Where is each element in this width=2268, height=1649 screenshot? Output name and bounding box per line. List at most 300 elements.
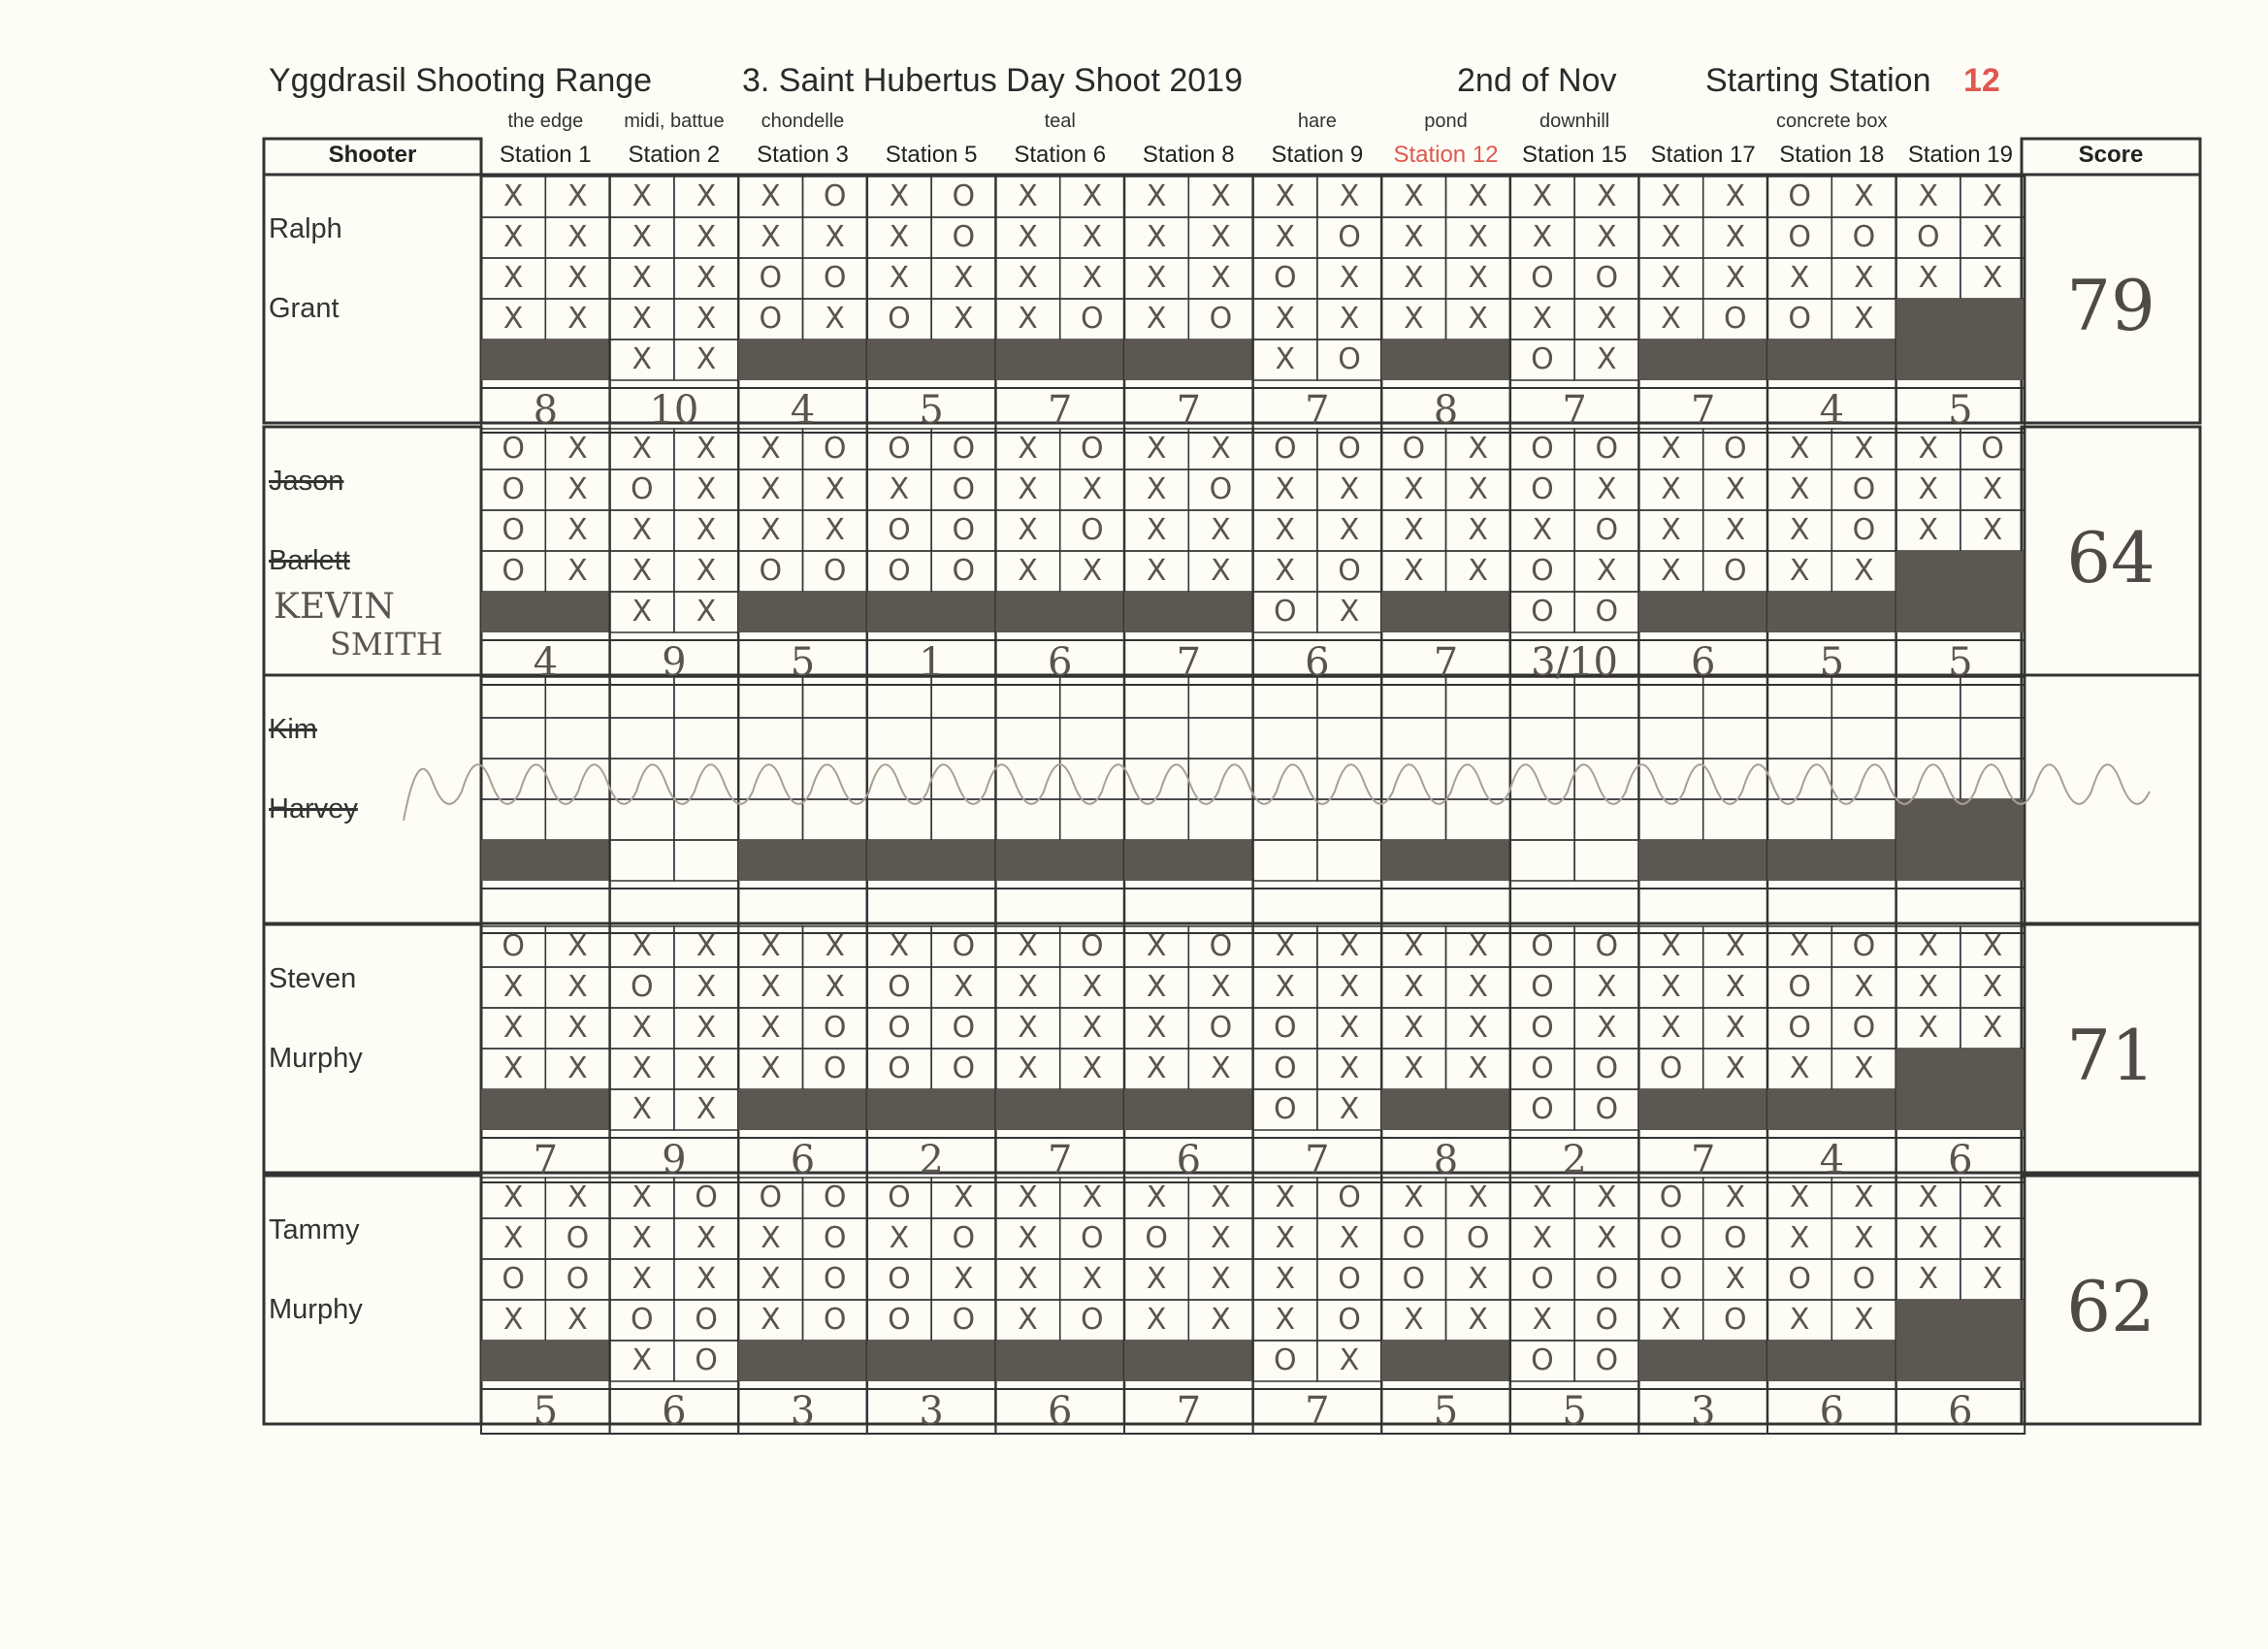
shot-mark-miss: O — [1209, 472, 1233, 506]
shot-mark-hit: X — [1854, 261, 1874, 295]
shaded-cell — [1381, 340, 1510, 380]
shot-mark-hit: X — [1854, 1221, 1874, 1255]
shot-cell — [1317, 840, 1381, 881]
station-header-1: Station 1 — [499, 142, 592, 168]
shot-mark-hit: X — [1146, 1180, 1167, 1214]
shot-mark-hit: X — [1661, 302, 1681, 336]
shot-cell — [803, 759, 867, 799]
shot-cell — [1124, 799, 1188, 840]
shot-mark-miss: O — [695, 1180, 718, 1214]
station-total: 7 — [1690, 388, 1716, 433]
shot-cell — [674, 840, 738, 881]
shot-mark-hit: X — [1789, 929, 1810, 963]
shaded-cell — [1381, 840, 1510, 881]
shot-mark-hit: X — [825, 929, 845, 963]
shot-mark-miss: O — [952, 554, 976, 588]
shot-mark-hit: X — [567, 1180, 588, 1214]
shot-cell — [1446, 718, 1510, 759]
shot-mark-miss: O — [823, 1180, 847, 1214]
shot-mark-hit: X — [1789, 1051, 1810, 1085]
shot-mark-hit: X — [953, 970, 974, 1004]
shot-cell — [1510, 799, 1574, 840]
station-header-4: Station 5 — [885, 142, 978, 168]
shot-mark-miss: O — [1595, 1092, 1619, 1126]
station-header-2: Station 2 — [628, 142, 721, 168]
shot-mark-hit: X — [1532, 179, 1553, 213]
shot-mark-miss: O — [1595, 929, 1619, 963]
shot-mark-hit: X — [1854, 970, 1874, 1004]
starting-station-label: Starting Station — [1705, 62, 1931, 99]
shot-mark-miss: O — [888, 432, 911, 466]
shot-mark-hit: X — [1018, 513, 1038, 547]
shot-mark-hit: X — [1082, 554, 1103, 588]
shot-mark-miss: O — [952, 472, 976, 506]
shot-mark-hit: X — [953, 1180, 974, 1214]
shaded-cell — [481, 840, 610, 881]
station-desc-5: teal — [1044, 111, 1076, 132]
station-total: 9 — [662, 640, 687, 685]
shot-mark-hit: X — [632, 261, 653, 295]
shot-mark-miss: O — [888, 1051, 911, 1085]
shot-mark-hit: X — [1789, 1180, 1810, 1214]
shot-mark-hit: X — [1146, 432, 1167, 466]
shot-cell — [1317, 718, 1381, 759]
shot-mark-hit: X — [567, 513, 588, 547]
shot-mark-miss: O — [1595, 1303, 1619, 1337]
shot-mark-miss: O — [1338, 1180, 1361, 1214]
shaded-cell — [995, 840, 1124, 881]
shot-mark-miss: O — [1531, 1051, 1554, 1085]
shot-mark-hit: X — [1404, 220, 1424, 254]
shot-mark-miss: O — [759, 302, 783, 336]
shaded-cell — [1767, 1341, 1896, 1381]
shot-mark-hit: X — [1468, 1011, 1488, 1045]
shot-mark-hit: X — [696, 179, 717, 213]
shot-cell — [1638, 718, 1702, 759]
shot-mark-hit: X — [825, 970, 845, 1004]
shot-mark-hit: X — [1725, 1011, 1746, 1045]
shaded-cell — [1638, 1089, 1767, 1130]
shot-cell — [803, 718, 867, 759]
shot-cell — [1060, 718, 1124, 759]
shot-mark-hit: X — [1211, 1303, 1231, 1337]
shooter-name-3-2: Harvey — [269, 793, 358, 824]
shot-mark-miss: O — [1338, 220, 1361, 254]
shot-mark-hit: X — [1596, 1221, 1617, 1255]
shaded-cell — [1767, 592, 1896, 632]
shot-mark-hit: X — [502, 179, 524, 213]
shot-mark-miss: O — [1081, 929, 1104, 963]
shot-cell — [995, 799, 1059, 840]
shot-mark-hit: X — [567, 1011, 588, 1045]
shot-mark-miss: O — [952, 220, 976, 254]
shot-mark-hit: X — [632, 929, 653, 963]
shot-mark-hit: X — [1725, 1051, 1746, 1085]
station-total: 3/10 — [1531, 640, 1618, 685]
shot-mark-hit: X — [1725, 929, 1746, 963]
shaded-cell — [1767, 840, 1896, 881]
shaded-cell — [1896, 840, 2025, 881]
station-total: 10 — [649, 388, 699, 433]
shot-mark-hit: X — [567, 432, 588, 466]
shot-mark-hit: X — [1661, 970, 1681, 1004]
shaded-cell — [1896, 1089, 2025, 1130]
shot-mark-hit: X — [1082, 472, 1103, 506]
shot-mark-miss: O — [1081, 302, 1104, 336]
shot-mark-hit: X — [632, 1180, 653, 1214]
shot-mark-hit: X — [1018, 179, 1038, 213]
shot-mark-hit: X — [1018, 1011, 1038, 1045]
shot-cell — [1767, 799, 1831, 840]
shot-mark-hit: X — [1082, 179, 1103, 213]
shot-mark-miss: O — [1659, 1262, 1683, 1296]
shot-mark-hit: X — [632, 1262, 653, 1296]
shot-mark-hit: X — [1725, 513, 1746, 547]
shot-mark-hit: X — [761, 929, 781, 963]
shot-mark-hit: X — [1211, 554, 1231, 588]
shot-mark-hit: X — [1339, 970, 1360, 1004]
shot-mark-miss: O — [1531, 261, 1554, 295]
shot-mark-miss: O — [1788, 220, 1811, 254]
shot-mark-hit: X — [567, 554, 588, 588]
shot-mark-miss: O — [502, 432, 525, 466]
shot-mark-miss: O — [1338, 342, 1361, 376]
shooter-name-2-1: Jason — [269, 466, 344, 497]
shot-mark-hit: X — [696, 432, 717, 466]
shot-cell — [1767, 718, 1831, 759]
shot-mark-hit: X — [1982, 220, 2003, 254]
shooter-name-2-2: Barlett — [269, 545, 350, 576]
shaded-cell — [738, 340, 867, 380]
shot-mark-hit: X — [1918, 432, 1939, 466]
shaded-cell — [1896, 551, 2025, 592]
shot-mark-miss: O — [1852, 513, 1876, 547]
shot-cell — [1188, 799, 1252, 840]
station-total: 6 — [1819, 1389, 1845, 1434]
shot-mark-hit: X — [567, 472, 588, 506]
shot-mark-hit: X — [1146, 179, 1167, 213]
shot-mark-hit: X — [1789, 1221, 1810, 1255]
shot-mark-miss: O — [952, 513, 976, 547]
shot-mark-hit: X — [1018, 1051, 1038, 1085]
score-column-header: Score — [2078, 142, 2144, 168]
shot-mark-miss: O — [1724, 432, 1747, 466]
shot-mark-miss: O — [952, 1051, 976, 1085]
shot-mark-hit: X — [1918, 970, 1939, 1004]
shot-mark-miss: O — [566, 1221, 590, 1255]
shot-mark-miss: O — [1209, 929, 1233, 963]
shaded-cell — [867, 1341, 996, 1381]
shot-mark-hit: X — [1018, 220, 1038, 254]
shot-mark-miss: O — [1595, 1262, 1619, 1296]
shot-mark-miss: O — [1724, 1303, 1747, 1337]
starting-station-value: 12 — [1963, 62, 2000, 99]
shot-mark-hit: X — [1982, 1180, 2003, 1214]
shaded-cell — [738, 1341, 867, 1381]
shot-mark-hit: X — [889, 220, 910, 254]
station-total: 7 — [1562, 388, 1587, 433]
station-total: 4 — [1819, 388, 1845, 433]
shot-mark-hit: X — [1275, 929, 1296, 963]
shot-mark-hit: X — [1532, 513, 1553, 547]
shot-mark-miss: O — [502, 513, 525, 547]
station-header-6: Station 8 — [1142, 142, 1235, 168]
shot-mark-hit: X — [1211, 1180, 1231, 1214]
station-total: 7 — [1176, 640, 1202, 685]
shot-mark-miss: O — [630, 472, 654, 506]
shot-mark-hit: X — [1982, 513, 2003, 547]
station-header-7: Station 9 — [1271, 142, 1364, 168]
shot-mark-hit: X — [889, 179, 910, 213]
shaded-cell — [1896, 299, 2025, 340]
shot-mark-hit: X — [1082, 1051, 1103, 1085]
shot-cell — [1510, 718, 1574, 759]
shot-mark-hit: X — [1404, 179, 1424, 213]
shot-mark-miss: O — [1659, 1221, 1683, 1255]
shot-mark-hit: X — [1918, 513, 1939, 547]
shot-cell — [1574, 799, 1638, 840]
shot-mark-miss: O — [502, 472, 525, 506]
shaded-cell — [1767, 1089, 1896, 1130]
shaded-cell — [995, 1341, 1124, 1381]
shot-mark-hit: X — [953, 261, 974, 295]
shot-cell — [1510, 840, 1574, 881]
shot-mark-hit: X — [502, 261, 524, 295]
shot-cell — [867, 759, 931, 799]
shaded-cell — [1381, 1341, 1510, 1381]
shot-mark-hit: X — [1661, 1011, 1681, 1045]
shot-mark-miss: O — [1531, 970, 1554, 1004]
shot-mark-hit: X — [1146, 1051, 1167, 1085]
shot-mark-hit: X — [1404, 1180, 1424, 1214]
shot-mark-hit: X — [1404, 1303, 1424, 1337]
event-title: 3. Saint Hubertus Day Shoot 2019 — [742, 62, 1243, 99]
station-header-5: Station 6 — [1014, 142, 1107, 168]
shot-mark-hit: X — [502, 1011, 524, 1045]
shot-mark-hit: X — [825, 220, 845, 254]
shot-cell — [1124, 718, 1188, 759]
shot-mark-hit: X — [1661, 513, 1681, 547]
shot-mark-hit: X — [1275, 1303, 1296, 1337]
shot-mark-hit: X — [632, 1011, 653, 1045]
shaded-cell — [1638, 340, 1767, 380]
shot-mark-hit: X — [1982, 261, 2003, 295]
station-desc-2: midi, battue — [624, 111, 725, 132]
shot-cell — [995, 718, 1059, 759]
shot-mark-miss: O — [1402, 1262, 1426, 1296]
station-desc-9: downhill — [1539, 111, 1610, 132]
shot-mark-miss: O — [1788, 179, 1811, 213]
shot-mark-hit: X — [1596, 554, 1617, 588]
shot-mark-hit: X — [502, 1303, 524, 1337]
shot-mark-hit: X — [696, 929, 717, 963]
shot-cell — [610, 840, 674, 881]
shaded-cell — [1124, 592, 1253, 632]
shaded-cell — [738, 840, 867, 881]
shaded-cell — [1896, 799, 2025, 840]
shot-mark-hit: X — [567, 179, 588, 213]
station-desc-3: chondelle — [761, 111, 845, 132]
shot-mark-hit: X — [1275, 1180, 1296, 1214]
shot-mark-hit: X — [1211, 513, 1231, 547]
shot-mark-hit: X — [1468, 472, 1488, 506]
shot-mark-hit: X — [1918, 261, 1939, 295]
shot-mark-miss: O — [952, 432, 976, 466]
shot-mark-hit: X — [1982, 929, 2003, 963]
shot-cell — [1638, 759, 1702, 799]
shooter-header-box — [264, 139, 481, 175]
shot-mark-hit: X — [1339, 179, 1360, 213]
shot-mark-hit: X — [1596, 179, 1617, 213]
shot-mark-hit: X — [1468, 1051, 1488, 1085]
shot-mark-miss: O — [1595, 261, 1619, 295]
shaded-cell — [995, 340, 1124, 380]
station-total: 7 — [1305, 1138, 1330, 1182]
shot-mark-hit: X — [1211, 1221, 1231, 1255]
shot-mark-miss: O — [823, 179, 847, 213]
shot-mark-hit: X — [1468, 1262, 1488, 1296]
shooter-score-5: 62 — [2066, 1266, 2155, 1347]
shot-cell — [1574, 718, 1638, 759]
shot-cell — [738, 718, 802, 759]
shot-mark-hit: X — [632, 1343, 653, 1377]
shot-mark-hit: X — [1789, 261, 1810, 295]
shot-mark-miss: O — [1531, 929, 1554, 963]
station-total: 5 — [1819, 640, 1845, 685]
shot-mark-hit: X — [1468, 929, 1488, 963]
shot-mark-hit: X — [825, 302, 845, 336]
shot-mark-miss: O — [502, 1262, 525, 1296]
station-total: 3 — [1690, 1389, 1716, 1434]
shot-mark-miss: O — [823, 1221, 847, 1255]
shot-mark-hit: X — [1532, 1221, 1553, 1255]
shot-mark-hit: X — [1146, 1303, 1167, 1337]
shot-cell — [1060, 799, 1124, 840]
station-header-11: Station 18 — [1779, 142, 1885, 168]
shot-cell — [1831, 799, 1895, 840]
shaded-cell — [1381, 1089, 1510, 1130]
shooter-name-4-2: Murphy — [269, 1043, 363, 1074]
shot-mark-miss: O — [1338, 554, 1361, 588]
station-total: 6 — [1948, 1138, 1973, 1182]
station-total: 7 — [533, 1138, 559, 1182]
shot-mark-miss: O — [1724, 554, 1747, 588]
station-total: 1 — [919, 640, 944, 685]
shot-mark-miss: O — [759, 261, 783, 295]
shot-mark-hit: X — [1082, 1011, 1103, 1045]
shot-mark-miss: O — [1081, 513, 1104, 547]
shot-mark-hit: X — [761, 1262, 781, 1296]
shooter-name-1-1: Ralph — [269, 213, 342, 244]
shot-mark-hit: X — [1146, 261, 1167, 295]
shot-mark-miss: O — [1531, 554, 1554, 588]
shot-mark-hit: X — [1918, 929, 1939, 963]
shot-mark-hit: X — [1146, 220, 1167, 254]
shot-mark-miss: O — [695, 1303, 718, 1337]
shot-mark-hit: X — [1339, 302, 1360, 336]
score-box-3 — [2022, 675, 2200, 923]
shot-mark-hit: X — [761, 1051, 781, 1085]
shot-mark-miss: O — [888, 1180, 911, 1214]
station-total: 7 — [1176, 1389, 1202, 1434]
shot-mark-hit: X — [1661, 554, 1681, 588]
shot-cell — [1446, 799, 1510, 840]
station-total: 3 — [919, 1389, 944, 1434]
shot-mark-hit: X — [1146, 513, 1167, 547]
shot-mark-miss: O — [1852, 929, 1876, 963]
shot-mark-hit: X — [1018, 302, 1038, 336]
shot-mark-hit: X — [567, 1303, 588, 1337]
shot-mark-hit: X — [1339, 261, 1360, 295]
shot-cell — [867, 718, 931, 759]
shot-mark-miss: O — [952, 179, 976, 213]
shot-mark-hit: X — [1725, 220, 1746, 254]
shot-mark-hit: X — [1275, 342, 1296, 376]
shot-mark-hit: X — [1918, 179, 1939, 213]
shot-cell — [481, 799, 545, 840]
shot-mark-hit: X — [1339, 1092, 1360, 1126]
shot-mark-miss: O — [759, 554, 783, 588]
shot-mark-hit: X — [567, 929, 588, 963]
shot-mark-miss: O — [1081, 1303, 1104, 1337]
shot-mark-hit: X — [1982, 472, 2003, 506]
shot-mark-hit: X — [1082, 220, 1103, 254]
shot-cell — [1060, 759, 1124, 799]
shot-mark-hit: X — [1404, 302, 1424, 336]
shot-mark-miss: O — [1273, 1343, 1297, 1377]
shot-mark-hit: X — [696, 472, 717, 506]
shot-mark-hit: X — [502, 1221, 524, 1255]
shot-mark-hit: X — [1339, 595, 1360, 629]
shot-mark-miss: O — [1466, 1221, 1490, 1255]
shot-mark-hit: X — [1146, 970, 1167, 1004]
shot-mark-hit: X — [567, 261, 588, 295]
shot-mark-hit: X — [1404, 554, 1424, 588]
shot-mark-hit: X — [696, 302, 717, 336]
shot-mark-hit: X — [502, 302, 524, 336]
shot-mark-hit: X — [1018, 1303, 1038, 1337]
shot-mark-hit: X — [825, 513, 845, 547]
shot-mark-miss: O — [1788, 1262, 1811, 1296]
shooter-name-1-2: Grant — [269, 293, 340, 324]
shot-mark-hit: X — [1596, 302, 1617, 336]
shot-mark-hit: X — [1982, 1262, 2003, 1296]
shot-mark-hit: X — [1854, 179, 1874, 213]
shot-mark-hit: X — [502, 1051, 524, 1085]
station-total: 7 — [1690, 1138, 1716, 1182]
shot-mark-hit: X — [696, 1262, 717, 1296]
shot-mark-miss: O — [1081, 1221, 1104, 1255]
shot-mark-hit: X — [1018, 1262, 1038, 1296]
shot-mark-hit: X — [1854, 1180, 1874, 1214]
shot-mark-miss: O — [1788, 302, 1811, 336]
shot-mark-hit: X — [1596, 1180, 1617, 1214]
shot-mark-miss: O — [823, 261, 847, 295]
shot-mark-miss: O — [823, 1011, 847, 1045]
shot-mark-miss: O — [1531, 1343, 1554, 1377]
shot-mark-hit: X — [1918, 1180, 1939, 1214]
shot-mark-hit: X — [761, 513, 781, 547]
shot-mark-hit: X — [1339, 929, 1360, 963]
station-total: 7 — [1305, 388, 1330, 433]
shot-mark-hit: X — [1082, 1180, 1103, 1214]
shot-cell — [1253, 840, 1317, 881]
shot-mark-hit: X — [1854, 302, 1874, 336]
shot-mark-hit: X — [1018, 970, 1038, 1004]
shot-mark-hit: X — [567, 220, 588, 254]
shot-mark-miss: O — [823, 1051, 847, 1085]
shot-cell — [995, 759, 1059, 799]
